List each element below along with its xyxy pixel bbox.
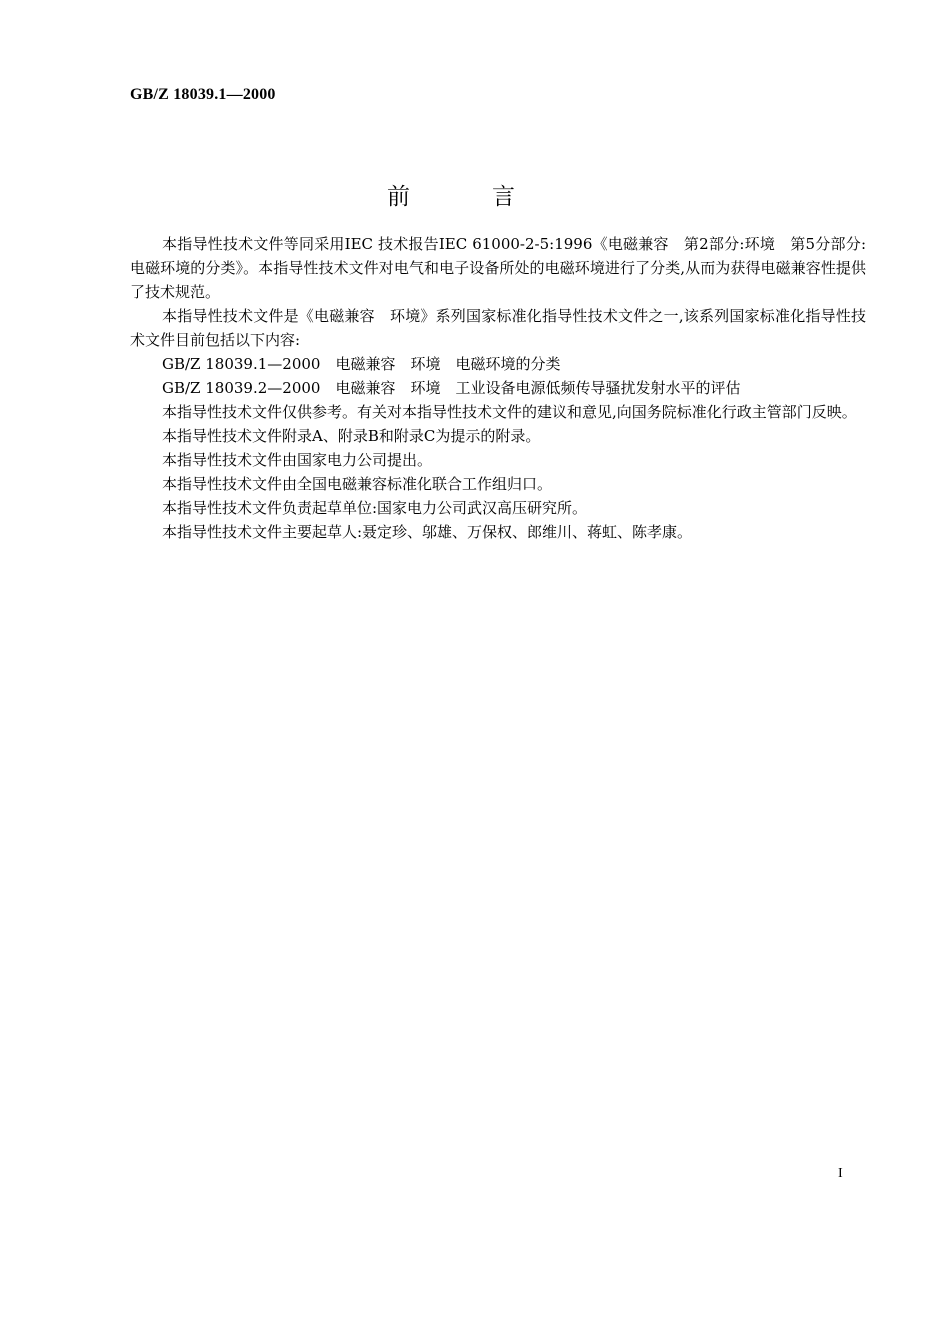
paragraph-administrator: 本指导性技术文件由全国电磁兼容标准化联合工作组归口。 xyxy=(162,475,553,493)
document-body xyxy=(130,232,866,544)
paragraph-drafting-unit: 本指导性技术文件负责起草单位:国家电力公司武汉高压研究所。 xyxy=(162,499,588,517)
page-title: 前言 xyxy=(387,184,597,210)
paragraph-reference: 本指导性技术文件仅供参考。有关对本指导性技术文件的建议和意见,向国务院标准化行政主管部门反映。 xyxy=(162,403,857,421)
paragraph-series: 本指导性技术文件是《电磁兼容 环境》系列国家标准化指导性技术文件之一,该系列国家标准化指导性技术文件目前包括以下内容: xyxy=(130,307,866,349)
document-code: GB/Z 18039.1—2000 xyxy=(130,86,276,103)
paragraph-drafters: 本指导性技术文件主要起草人:聂定珍、邬雄、万保权、郎维川、蒋虹、陈孝康。 xyxy=(162,523,693,541)
page-number: I xyxy=(838,1166,843,1181)
series-item-2: GB/Z 18039.2—2000 电磁兼容 环境 工业设备电源低频传导骚扰发射水平的评估 xyxy=(162,379,741,397)
series-item-1: GB/Z 18039.1—2000 电磁兼容 环境 电磁环境的分类 xyxy=(162,355,561,373)
paragraph-adoption: 本指导性技术文件等同采用IEC 技术报告IEC 61000-2-5:1996《电磁兼容 第2部分:环境 第5分部分:电磁环境的分类》。本指导性技术文件对电气和电子设备所处的电磁环境进行了分类,从而为获得电磁兼容性提供了技术规范。 xyxy=(130,235,866,301)
paragraph-proposer: 本指导性技术文件由国家电力公司提出。 xyxy=(162,451,433,469)
paragraph-appendix: 本指导性技术文件附录A、附录B和附录C为提示的附录。 xyxy=(162,427,541,445)
